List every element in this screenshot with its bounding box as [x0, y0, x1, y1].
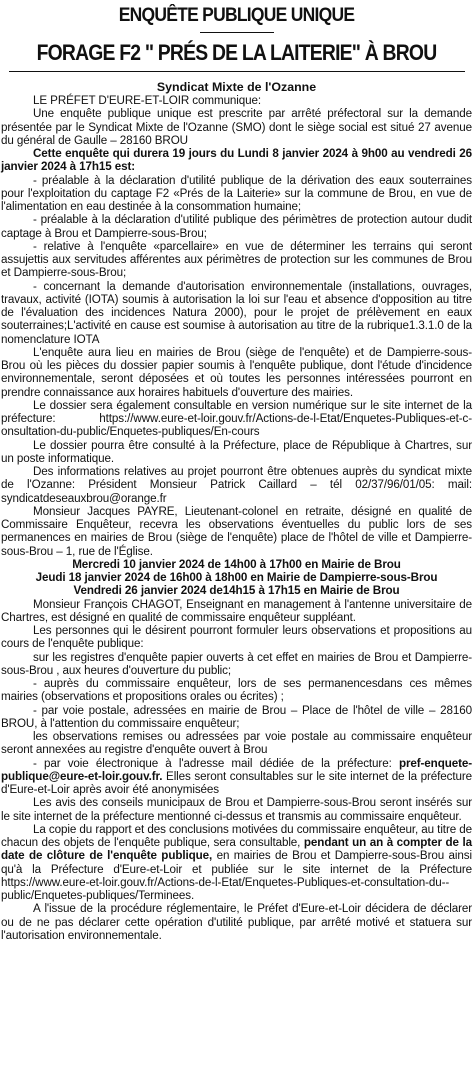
paragraph-report [1, 823, 472, 903]
paragraph-email [1, 757, 472, 797]
paragraph: - par voie postale, adressées en mairie de Brou – Place de l'hôtel de ville – 28160 BROU, à l'attention du commissaire enquêteur; [1, 703, 472, 730]
paragraph: - préalable à la déclaration d'utilité publique des périmètres de protection autour dudit captage à Brou et Dampierre-sous-Brou; [1, 213, 472, 240]
paragraph: Une enquête publique unique est prescrite par arrêté préfectoral sur la demande présentée par le Syndicat Mixte de l'Ozanne (SMO) dont le siège social est situé 27 avenue du général de Gaulle – 28160 BROU [1, 107, 472, 147]
report-duration: pendant un an à compter de la date de clôture de l'enquête publique, [1, 836, 472, 863]
subtitle-divider [9, 71, 465, 72]
report-location: en mairies de Brou et Dampierre-sous-Brou ainsi qu'à la Préfecture d'Eure-et-Loir et publiée sur le site internet de la Préfecture https://www.eure-et-loir.gouv.fr/Actions-de-l-Etat/Enquetes-Publiques-et-consultation-du--public/Enquetes-publiques/Terminees. [1, 849, 472, 902]
email-note: Elles seront consultables sur le site internet de la préfecture d'Eure-et-Loir après avoir été anonymisées [1, 769, 472, 796]
paragraph: Les personnes qui le désirent pourront formuler leurs observations et propositions au cours de l'enquête publique: [1, 624, 472, 651]
paragraph: A l'issue de la procédure réglementaire, le Préfet d'Eure-et-Loir décidera de déclarer ou de ne pas déclarer cette opération d'utilité publique, par arrêté motivé et statuera sur l'autorisation environnementale. [1, 902, 472, 942]
paragraph: - préalable à la déclaration d'utilité publique de la dérivation des eaux souterraines pour l'exploitation du captage F2 «Prés de la Laiterie» sur la commune de Brou, en vue de l'alimentation en eau destinée à la consommation humaine; [1, 173, 472, 213]
notice-subtitle: FORAGE F2 " PRÉS DE LA LAITERIE" À BROU [36, 40, 437, 65]
paragraph: - relative à l'enquête «parcellaire» en vue de déterminer les terrains qui seront assujettis aux servitudes afférentes aux périmètres de protection sur les communes de Brou et Dampierre-sous-Brou; [1, 239, 472, 280]
paragraph: Le dossier pourra être consulté à la Préfecture, place de République à Chartres, sur un poste informatique. [1, 438, 472, 465]
schedule-line: Jeudi 18 janvier 2024 de 16h00 à 18h00 en Mairie de Dampierre-sous-Brou [35, 571, 438, 584]
paragraph: Monsieur François CHAGOT, Enseignant en management à l'antenne universitaire de Chartres, est désigné en qualité de commissaire enquêteur suppléant. [1, 597, 472, 624]
title-divider [200, 32, 274, 33]
paragraph: sur les registres d'enquête papier ouverts à cet effet en mairies de Brou et Dampierre-sous-Brou , aux heures d'ouverture du public; [1, 650, 472, 677]
paragraph: Les avis des conseils municipaux de Brou et Dampierre-sous-Brou seront insérés sur le site internet de la préfecture mentionné ci-dessus et transmis au commissaire enquêteur. [1, 796, 472, 823]
schedule-line: Mercredi 10 janvier 2024 de 14h00 à 17h00 en Mairie de Brou [72, 557, 401, 571]
paragraph: L'enquête aura lieu en mairies de Brou (siège de l'enquête) et de Dampierre-sous-Brou où les pièces du dossier papier soumis à l'enquête publique, dont l'étude d'incidence environnementale, seront déposées et où toutes les personnes intéressées pourront en prendre connaissance aux horaires habituels d'ouverture des mairies. [1, 345, 472, 399]
paragraph: les observations remises ou adressées par voie postale au commissaire enquêteur seront annexées au registre d'enquête ouvert à Brou [1, 730, 472, 757]
paragraph: - concernant la demande d'autorisation environnementale (installations, ouvrages, travaux, activité (IOTA) soumis à autorisation la loi sur l'eau et absence d'opposition au titre de l'évaluation des incidences Natura 2000), pour le projet de prélèvement en eaux souterraines;L'activité en cause est soumise à autorisation au titre de la rubrique1.3.1.0 de la nomenclature IOTA [1, 279, 472, 346]
schedule-line: Vendredi 26 janvier 2024 de14h15 à 17h15 en Mairie de Brou [73, 584, 400, 598]
paragraph: Monsieur Jacques PAYRE, Lieutenant-colonel en retraite, désigné en qualité de Commissaire Enquêteur, recevra les observations éventuelles du public lors de ses permanences en mairies de Brou (siège de l'enquête) place de l'hôtel de ville et Dampierre-sous-Brou – 1, rue de l'Église. [1, 504, 472, 558]
paragraph: - auprès du commissaire enquêteur, lors de ses permanencesdans ces mêmes mairies (observations et propositions orales ou écrites) ; [1, 677, 472, 704]
notice-body [1, 94, 472, 942]
report-intro: La copie du rapport et des conclusions motivées du commissaire enquêteur, au titre de chacun des objets de l'enquête publique, sera consultable, [1, 822, 472, 849]
email-intro: - par voie électronique à l'adresse mail dédiée de la préfecture: [33, 756, 392, 770]
paragraph: LE PRÉFET D'EURE-ET-LOIR communique: [33, 94, 262, 107]
notice-title: ENQUÊTE PUBLIQUE UNIQUE [118, 5, 355, 26]
email-address[interactable]: pref-enquete-publique@eure-et-loir.gouv.fr. [1, 756, 473, 783]
organizer-name: Syndicat Mixte de l'Ozanne [156, 80, 317, 94]
paragraph-duration: Cette enquête qui durera 19 jours du Lundi 8 janvier 2024 à 9h00 au vendredi 26 janvier 2024 à 17h15 est: [1, 147, 472, 174]
paragraph: Le dossier sera également consultable en version numérique sur le site internet de la préfecture: https://www.eure-et-loir.gouv.fr/Actions-de-l-Etat/Enquetes-Publiques-et-c-onsultation-du-public/Enquetes-publiques/En-cours [1, 398, 472, 439]
paragraph: Des informations relatives au projet pourront être obtenues auprès du syndicat mixte de l'Ozanne: Président Monsieur Patrick Caillard – tél 02/37/96/01/05: mail: syndicatdeseauxbrou@orange.fr [1, 465, 472, 505]
